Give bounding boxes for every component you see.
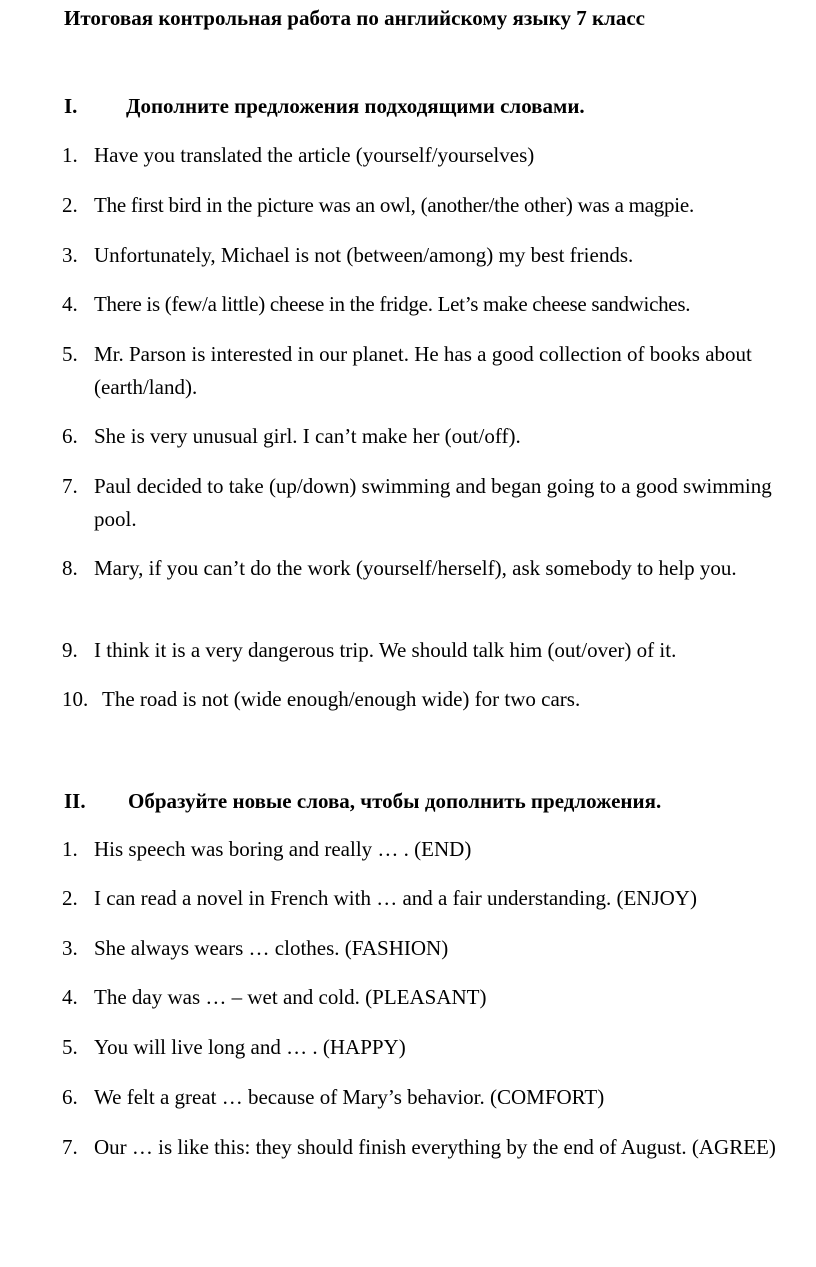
item-number: 4. xyxy=(62,985,78,1009)
item-number: 7. xyxy=(62,1135,78,1159)
document-title: Итоговая контрольная работа по английскому языку 7 класс xyxy=(64,6,645,30)
item-number: 10. xyxy=(62,687,89,711)
item-number: 3. xyxy=(62,243,78,267)
item-number: 8. xyxy=(62,556,78,580)
item-text: There is (few/a little) cheese in the fridge. Let’s make cheese sandwiches. xyxy=(94,292,691,316)
item-text: Mr. Parson is interested in our planet. He has a good collection of books about (earth/land). xyxy=(94,342,752,399)
item-number: 1. xyxy=(62,837,78,861)
item-number: 6. xyxy=(62,1085,78,1109)
item-number: 6. xyxy=(62,424,78,448)
item-text: His speech was boring and really … . (END) xyxy=(94,837,472,861)
item-text: The first bird in the picture was an owl, (another/the other) was a magpie. xyxy=(94,193,694,217)
item-number: 3. xyxy=(62,936,78,960)
item-text: The day was … – wet and cold. (PLEASANT) xyxy=(94,985,487,1009)
item-text: The road is not (wide enough/enough wide) for two cars. xyxy=(102,687,581,711)
item-text: I think it is a very dangerous trip. We should talk him (out/over) of it. xyxy=(94,638,677,662)
item-number: 4. xyxy=(62,292,78,316)
section-1-number: I. xyxy=(64,94,78,118)
item-number: 5. xyxy=(62,1035,78,1059)
section-2-number: II. xyxy=(64,789,86,813)
item-number: 2. xyxy=(62,193,78,217)
section-1-instruction: Дополните предложения подходящими словами. xyxy=(126,94,585,118)
item-text: She is very unusual girl. I can’t make her (out/off). xyxy=(94,424,521,448)
section-2-instruction: Образуйте новые слова, чтобы дополнить предложения. xyxy=(128,789,662,813)
item-text: Have you translated the article (yourself/yourselves) xyxy=(94,143,535,167)
item-number: 7. xyxy=(62,474,78,498)
item-text: I can read a novel in French with … and a fair understanding. (ENJOY) xyxy=(94,886,697,910)
item-text: Mary, if you can’t do the work (yourself/herself), ask somebody to help you. xyxy=(94,556,737,580)
item-text: She always wears … clothes. (FASHION) xyxy=(94,936,449,960)
item-number: 2. xyxy=(62,886,78,910)
item-text: Unfortunately, Michael is not (between/among) my best friends. xyxy=(94,243,634,267)
item-number: 9. xyxy=(62,638,78,662)
item-number: 1. xyxy=(62,143,78,167)
item-text: You will live long and … . (HAPPY) xyxy=(94,1035,406,1059)
item-number: 5. xyxy=(62,342,78,366)
item-text: We felt a great … because of Mary’s behavior. (COMFORT) xyxy=(94,1085,605,1109)
item-text: Paul decided to take (up/down) swimming and began going to a good swimming pool. xyxy=(94,474,772,531)
item-text: Our … is like this: they should finish everything by the end of August. (AGREE) xyxy=(94,1135,776,1159)
